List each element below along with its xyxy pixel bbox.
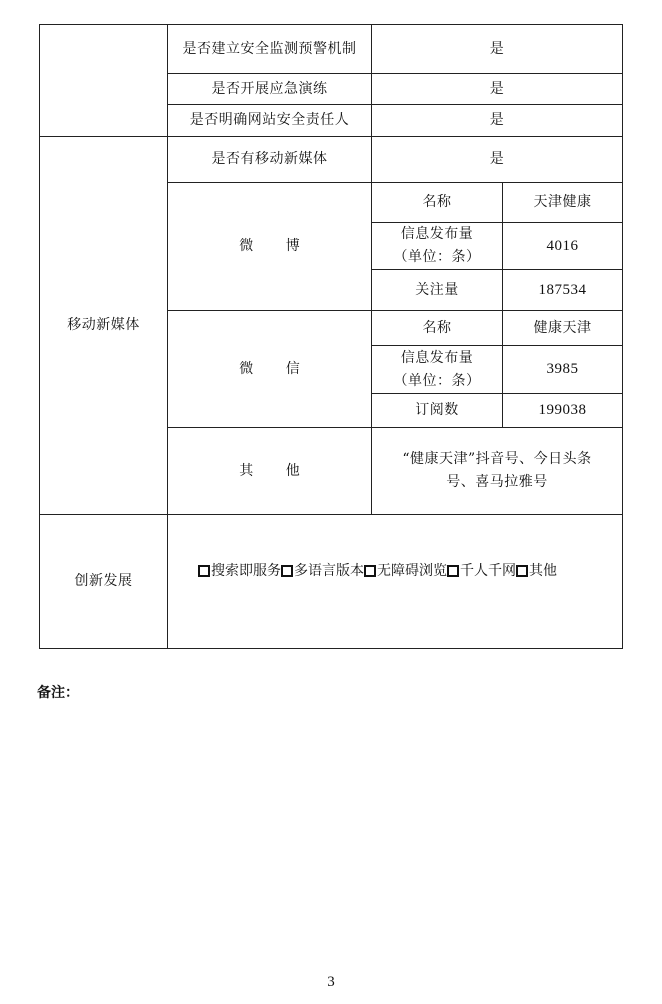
has-mobile-value: 是 — [372, 137, 623, 183]
wechat-subscribers-value: 199038 — [503, 394, 623, 428]
option-other: 其他 — [529, 563, 557, 579]
wechat-posts-value: 3985 — [503, 346, 623, 394]
other-value-line1: “健康天津”抖音号、今日头条 — [402, 451, 592, 467]
monitoring-value: 是 — [372, 25, 623, 74]
checkbox-accessibility[interactable] — [364, 565, 376, 577]
page-number: 3 — [327, 974, 335, 990]
mobile-section-label: 移动新媒体 — [40, 137, 168, 515]
monitoring-label: 是否建立安全监测预警机制 — [168, 25, 372, 74]
innovation-options — [168, 515, 623, 649]
weibo-posts-label — [372, 223, 503, 270]
wechat-posts-label-line2: （单位：条） — [393, 372, 481, 389]
wechat-posts-label — [372, 346, 503, 394]
wechat-name-value: 健康天津 — [503, 311, 623, 346]
weibo-posts-label-line2: （单位：条） — [393, 249, 481, 265]
weibo-label: 微 博 — [168, 183, 372, 311]
weibo-posts-label-line1: 信息发布量 — [400, 226, 474, 242]
wechat-name-label: 名称 — [372, 311, 503, 346]
wechat-label: 微 信 — [168, 311, 372, 428]
drill-value: 是 — [372, 74, 623, 105]
innovation-label: 创新发展 — [40, 515, 168, 649]
weibo-followers-value: 187534 — [503, 270, 623, 311]
checkbox-search-service[interactable] — [198, 565, 210, 577]
other-value-line2: 号、喜马拉雅号 — [446, 474, 548, 490]
other-value — [372, 428, 623, 515]
report-table — [39, 24, 623, 649]
option-accessibility: 无障碍浏览 — [377, 563, 447, 579]
option-personalized: 千人千网 — [460, 563, 516, 579]
weibo-followers-label: 关注量 — [372, 270, 503, 311]
checkbox-personalized[interactable] — [447, 565, 459, 577]
weibo-name-label: 名称 — [372, 183, 503, 223]
checkbox-other[interactable] — [516, 565, 528, 577]
wechat-subscribers-label: 订阅数 — [372, 394, 503, 428]
weibo-posts-value: 4016 — [503, 223, 623, 270]
responsible-value: 是 — [372, 105, 623, 137]
weibo-name-value: 天津健康 — [503, 183, 623, 223]
other-label: 其 他 — [168, 428, 372, 515]
wechat-posts-label-line1: 信息发布量 — [400, 349, 474, 366]
drill-label: 是否开展应急演练 — [168, 74, 372, 105]
option-search-service: 搜索即服务 — [211, 563, 281, 579]
blank-section-cell — [40, 25, 168, 137]
responsible-label: 是否明确网站安全责任人 — [168, 105, 372, 137]
has-mobile-label: 是否有移动新媒体 — [168, 137, 372, 183]
option-multilingual: 多语言版本 — [294, 563, 364, 579]
checkbox-multilingual[interactable] — [281, 565, 293, 577]
note-label: 备注： — [37, 685, 79, 701]
